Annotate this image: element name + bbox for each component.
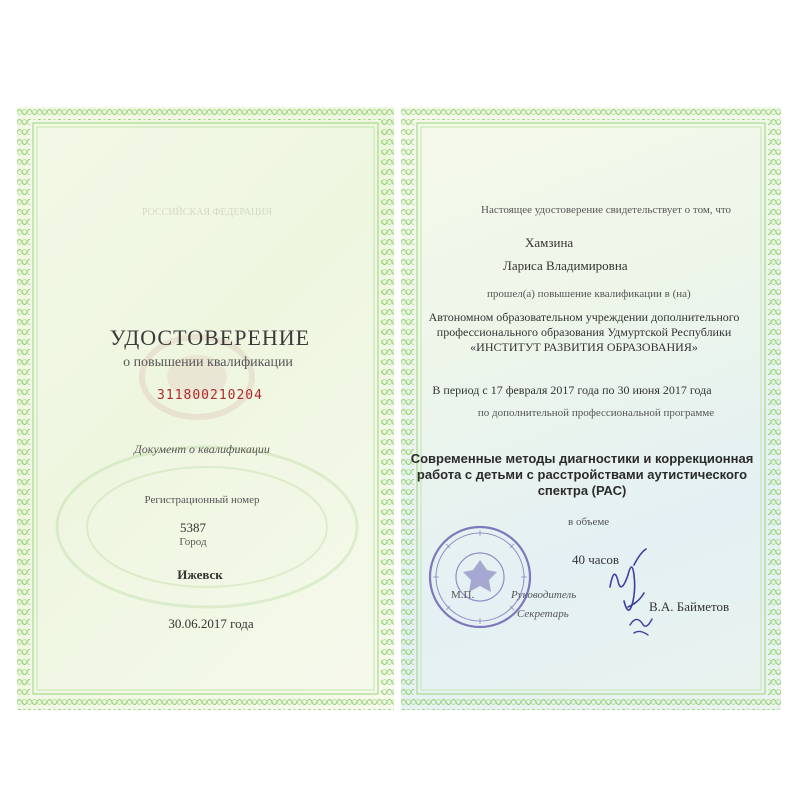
director-signature: [588, 545, 668, 650]
program-title-line-3: спектра (РАС): [537, 483, 627, 498]
director-name: В.А. Байметов: [649, 599, 730, 614]
city-label: Город: [179, 536, 207, 548]
document-type-label: Документ о квалификации: [134, 442, 270, 456]
document-title: УДОСТОВЕРЕНИЕ: [109, 325, 311, 350]
recipient-surname: Хамзина: [525, 235, 574, 250]
hours-value: 40 часов: [572, 552, 619, 567]
organization-line-2: профессионального образования Удмуртской Республики: [436, 325, 732, 339]
program-title-line-2: работа с детьми с расстройствами аутистического: [416, 467, 748, 482]
secretary-label: Секретарь: [517, 608, 569, 620]
watermark-text: РОССИЙСКАЯ ФЕДЕРАЦИЯ: [141, 207, 273, 218]
official-stamp: [425, 522, 535, 632]
intro-text: Настоящее удостоверение свидетельствует о том, что: [481, 204, 732, 216]
registration-number: 5387: [180, 520, 206, 535]
registration-label: Регистрационный номер: [144, 494, 260, 506]
program-label: по дополнительной профессиональной программе: [477, 407, 715, 419]
issue-date: 30.06.2017 года: [168, 616, 254, 631]
program-title-line-1: Современные методы диагностики и коррекционная: [410, 451, 754, 466]
left-page: [17, 107, 394, 710]
serial-number: 311800210204: [157, 388, 263, 403]
city-value: Ижевск: [177, 567, 223, 582]
organization-line-3: «ИНСТИТУТ РАЗВИТИЯ ОБРАЗОВАНИЯ»: [470, 340, 698, 354]
study-period: В период с 17 февраля 2017 года по 30 июня 2017 года: [432, 383, 712, 397]
document-subtitle: о повышении квалификации: [123, 355, 293, 370]
passed-text: прошел(а) повышение квалификации в (на): [487, 288, 691, 300]
seal-label: М.П.: [451, 589, 475, 601]
volume-label: в объеме: [568, 516, 610, 528]
recipient-given-names: Лариса Владимировна: [503, 258, 628, 273]
director-label: Руководитель: [511, 589, 577, 601]
organization-line-1: Автономном образовательном учреждении дополнительного: [428, 310, 740, 324]
